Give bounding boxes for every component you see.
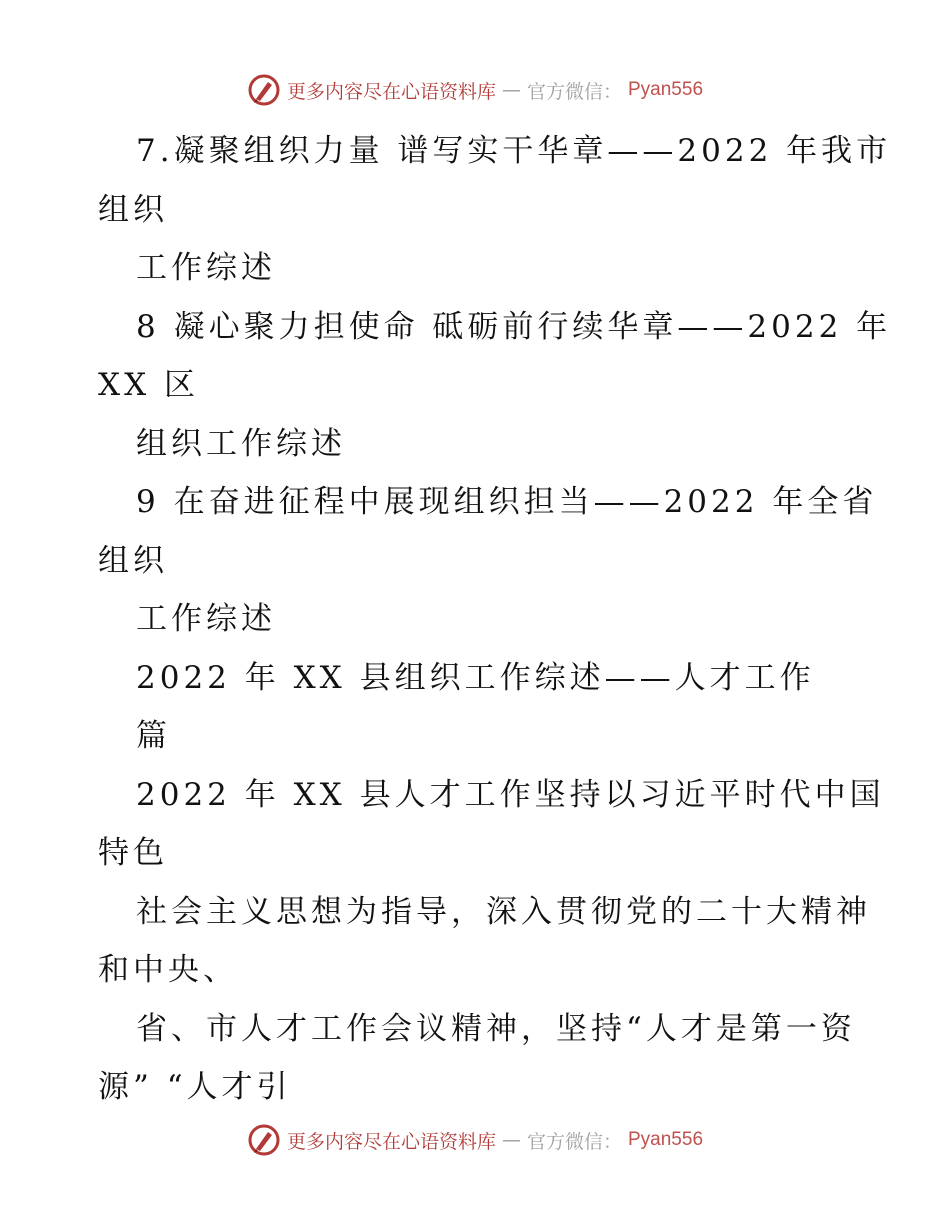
text-line: 9 在奋进征程中展现组织担当——2022 年全省 [136,484,878,520]
text-line: 篇 [136,718,171,754]
banner-separator: — [501,79,521,101]
text-line: 7.凝聚组织力量 谱写实干华章——2022 年我市 [136,133,892,169]
text-line: 组织 [98,191,168,228]
text-line: 和中央、 [98,952,238,988]
wechat-id: Pyan556 [628,1129,704,1150]
text-line: 源” “人才引 [98,1069,292,1105]
site-name: 更多内容尽在心语资料库 [286,1130,496,1153]
text-line: 2022 年 XX 县人才工作坚持以习近平时代中国 [136,776,885,813]
text-line: 工作综述 [136,601,276,637]
text-line: 8 凝心聚力担使命 砥砺前行续华章——2022 年 [136,308,892,345]
pen-logo-icon [247,1123,281,1157]
text-line: 组织工作综述 [136,425,346,462]
site-name: 更多内容尽在心语资料库 [286,80,496,103]
pen-logo-icon [247,73,281,107]
wechat-label: 官方微信： [526,80,622,103]
document-body [98,122,892,1117]
text-line: XX 区 [98,367,199,403]
footer-watermark-banner [0,1120,950,1160]
wechat-id: Pyan556 [628,79,704,100]
text-line: 特色 [98,835,168,871]
banner-separator: — [501,1129,521,1151]
text-line: 2022 年 XX 县组织工作综述——人才工作 [136,659,815,696]
wechat-label: 官方微信： [526,1130,622,1153]
text-line: 社会主义思想为指导，深入贯彻党的二十大精神 [136,893,871,930]
text-line: 组织 [98,542,168,579]
header-watermark-banner [0,70,950,110]
text-line: 工作综述 [136,250,276,286]
text-line: 省、市人才工作会议精神，坚持“人才是第一资 [136,1010,856,1047]
